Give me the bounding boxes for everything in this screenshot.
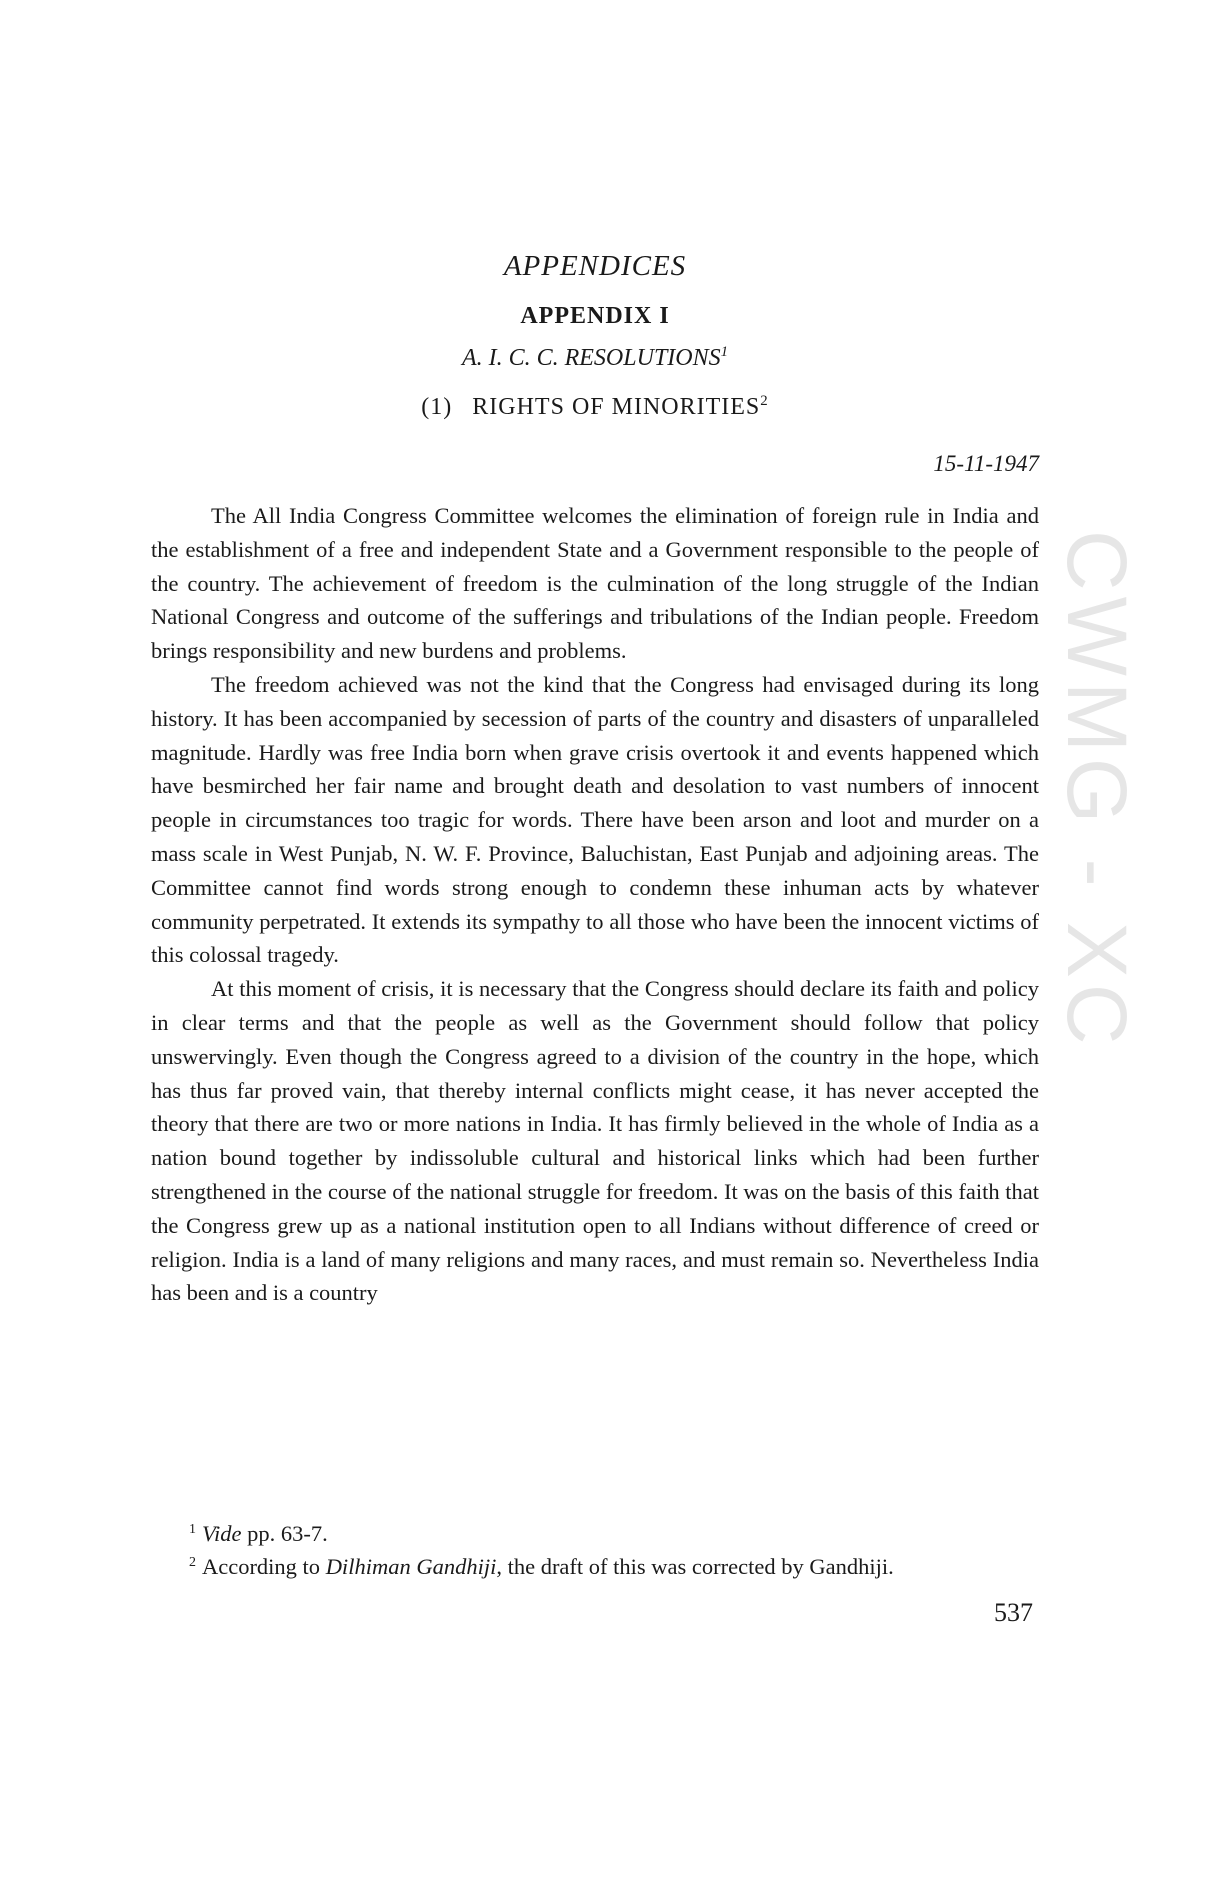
resolution-title-text: RIGHTS OF MINORITIES (472, 394, 761, 420)
resolution-title (150, 394, 1040, 421)
appendix-title: APPENDIX I (520, 303, 670, 329)
body-text (151, 499, 1039, 1310)
paragraph: At this moment of crisis, it is necessary that the Congress should declare its faith and policy in clear terms and that the people as well as the Government should follow that policy unswervingly. Even though the Congress agreed to a division of the country in the hope, which has thus far proved vain, that thereby internal conflicts might cease, it has never accepted the theory that there are two or more nations in India. It has firmly believed in the whole of India as a nation bound together by indissoluble cultural and historical links which had been further strengthened in the course of the national struggle for freedom. It was on the basis of this faith that the Congress grew up as a national institution open to all Indians without difference of creed or religion. India is a land of many religions and many races, and must remain so. Nevertheless India has been and is a country (151, 976, 1039, 1306)
footnote-italic: Dilhiman Gandhiji (325, 1554, 497, 1579)
resolutions-title-text: A. I. C. C. RESOLUTIONS (461, 345, 721, 371)
footnote-text-before: According to (201, 1554, 326, 1579)
paragraph: The All India Congress Committee welcomes the elimination of foreign rule in India and the establishment of a free and independent State and a Government responsible to the people of the country. The achievement of freedom is the culmination of the long struggle of the Indian National Congress and outcome of the sufferings and tribulations of the Indian people. Freedom brings responsibility and new burdens and problems. (151, 503, 1039, 664)
resolution-number: (1) (421, 394, 453, 420)
resolutions-title (150, 345, 1040, 372)
footnote-number: 1 (189, 1521, 196, 1537)
resolution-date: 15-11-1947 (933, 451, 1039, 476)
footnote-1 (151, 1517, 1039, 1550)
footnotes (151, 1517, 1039, 1583)
footnote-2 (151, 1550, 1039, 1583)
footnote-ref-2: 2 (760, 393, 769, 409)
footnote-text-after: , the draft of this was corrected by Gandhiji. (496, 1554, 894, 1579)
footnote-text-after: pp. 63-7. (241, 1521, 328, 1546)
footnote-ref-1: 1 (720, 344, 729, 360)
section-title: APPENDICES (503, 250, 687, 282)
footnote-italic: Vide (201, 1521, 242, 1546)
watermark: CWMG - XC (1050, 530, 1144, 1051)
paragraph: The freedom achieved was not the kind that the Congress had envisaged during its long history. It has been accompanied by secession of parts of the country and disasters of unparalleled magnitude. Hardly was free India born when grave crisis overtook it and events happened which have besmirched her fair name and brought death and desolation to vast numbers of innocent people in circumstances too tragic for words. There have been arson and loot and murder on a mass scale in West Punjab, N. W. F. Province, Baluchistan, East Punjab and adjoining areas. The Committee cannot find words strong enough to condemn these inhuman acts by whatever community perpetrated. It extends its sympathy to all those who have been the innocent victims of this colossal tragedy. (151, 671, 1039, 968)
footnote-number: 2 (189, 1554, 196, 1570)
page-number: 537 (994, 1598, 1033, 1627)
